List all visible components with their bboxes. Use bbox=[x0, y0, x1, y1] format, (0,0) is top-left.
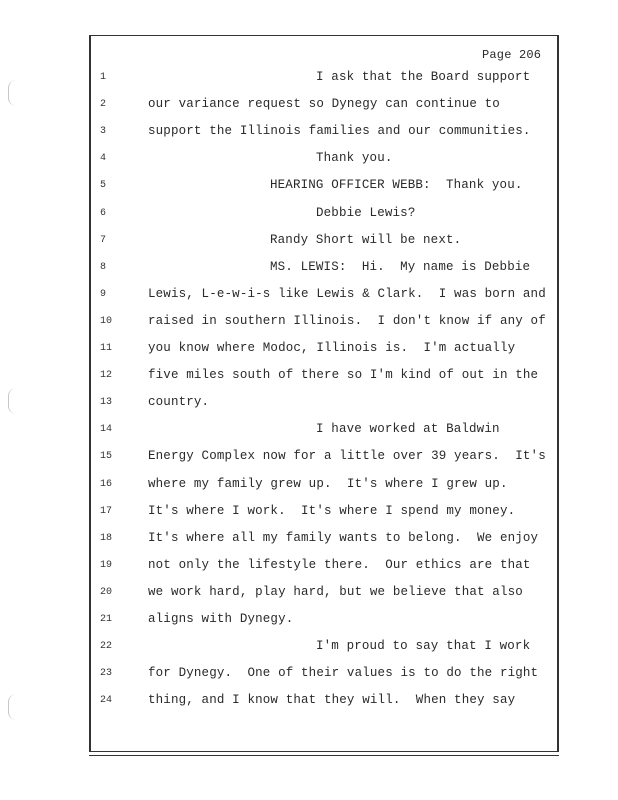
line-number: 5 bbox=[100, 180, 107, 192]
transcript-line: support the Illinois families and our communities. bbox=[148, 124, 531, 139]
binder-hole-mark-middle bbox=[8, 388, 19, 414]
transcript-line: HEARING OFFICER WEBB: Thank you. bbox=[270, 178, 523, 193]
binder-hole-mark-top bbox=[8, 80, 19, 106]
bottom-rule bbox=[89, 751, 559, 752]
line-number: 20 bbox=[100, 586, 113, 598]
transcript-line: MS. LEWIS: Hi. My name is Debbie bbox=[270, 259, 531, 274]
line-number: 21 bbox=[100, 614, 113, 625]
transcript-line: not only the lifestyle there. Our ethics are that bbox=[148, 557, 531, 572]
line-number: 7 bbox=[100, 234, 107, 246]
line-number: 12 bbox=[100, 370, 113, 382]
line-number: 9 bbox=[100, 288, 107, 300]
line-number: 24 bbox=[100, 695, 113, 707]
transcript-line: I'm proud to say that I work bbox=[316, 639, 531, 654]
transcript-line: Thank you. bbox=[316, 151, 393, 166]
line-number: 6 bbox=[100, 207, 107, 219]
transcript-line: where my family grew up. It's where I grew up. bbox=[148, 476, 508, 491]
line-number: 1 bbox=[100, 72, 107, 83]
transcript-line: I have worked at Baldwin bbox=[316, 422, 500, 437]
page-number: Page 206 bbox=[482, 48, 542, 62]
binder-hole-mark-bottom bbox=[8, 694, 19, 720]
line-number: 23 bbox=[100, 668, 113, 680]
transcript-line: Debbie Lewis? bbox=[316, 205, 416, 220]
line-number: 4 bbox=[100, 153, 107, 165]
line-number: 22 bbox=[100, 641, 113, 653]
line-number: 18 bbox=[100, 532, 113, 544]
line-number: 13 bbox=[100, 397, 113, 409]
bottom-rule-double bbox=[89, 755, 559, 756]
line-number: 3 bbox=[100, 126, 107, 138]
line-number: 19 bbox=[100, 559, 113, 571]
transcript-line: you know where Modoc, Illinois is. I'm actually bbox=[148, 341, 516, 355]
transcript-line: we work hard, play hard, but we believe that also bbox=[148, 584, 523, 599]
transcript-line: thing, and I know that they will. When they say bbox=[148, 693, 516, 708]
line-number: 17 bbox=[100, 505, 113, 517]
transcript-line: our variance request so Dynegy can continue to bbox=[148, 97, 500, 112]
transcript-line: aligns with Dynegy. bbox=[148, 612, 294, 626]
transcript-line: It's where I work. It's where I spend my money. bbox=[148, 503, 516, 518]
transcript-line: five miles south of there so I'm kind of out in the bbox=[148, 368, 539, 383]
transcript-line: country. bbox=[148, 395, 210, 410]
transcript-line: It's where all my family wants to belong. We enjoy bbox=[148, 530, 539, 545]
transcript-line: Energy Complex now for a little over 39 years. It's bbox=[148, 449, 546, 464]
transcript-line: Lewis, L-e-w-i-s like Lewis & Clark. I was born and bbox=[148, 286, 546, 301]
transcript-line: for Dynegy. One of their values is to do the right bbox=[148, 666, 539, 681]
line-number: 8 bbox=[100, 261, 107, 273]
transcript-line: I ask that the Board support bbox=[316, 70, 531, 84]
line-number: 2 bbox=[100, 99, 107, 111]
line-number: 15 bbox=[100, 451, 113, 463]
line-number: 16 bbox=[100, 478, 113, 490]
transcript-line: Randy Short will be next. bbox=[270, 232, 462, 247]
transcript-line: raised in southern Illinois. I don't know if any of bbox=[148, 313, 546, 328]
line-number: 11 bbox=[100, 343, 113, 354]
line-number: 14 bbox=[100, 424, 113, 436]
line-number: 10 bbox=[100, 315, 113, 327]
